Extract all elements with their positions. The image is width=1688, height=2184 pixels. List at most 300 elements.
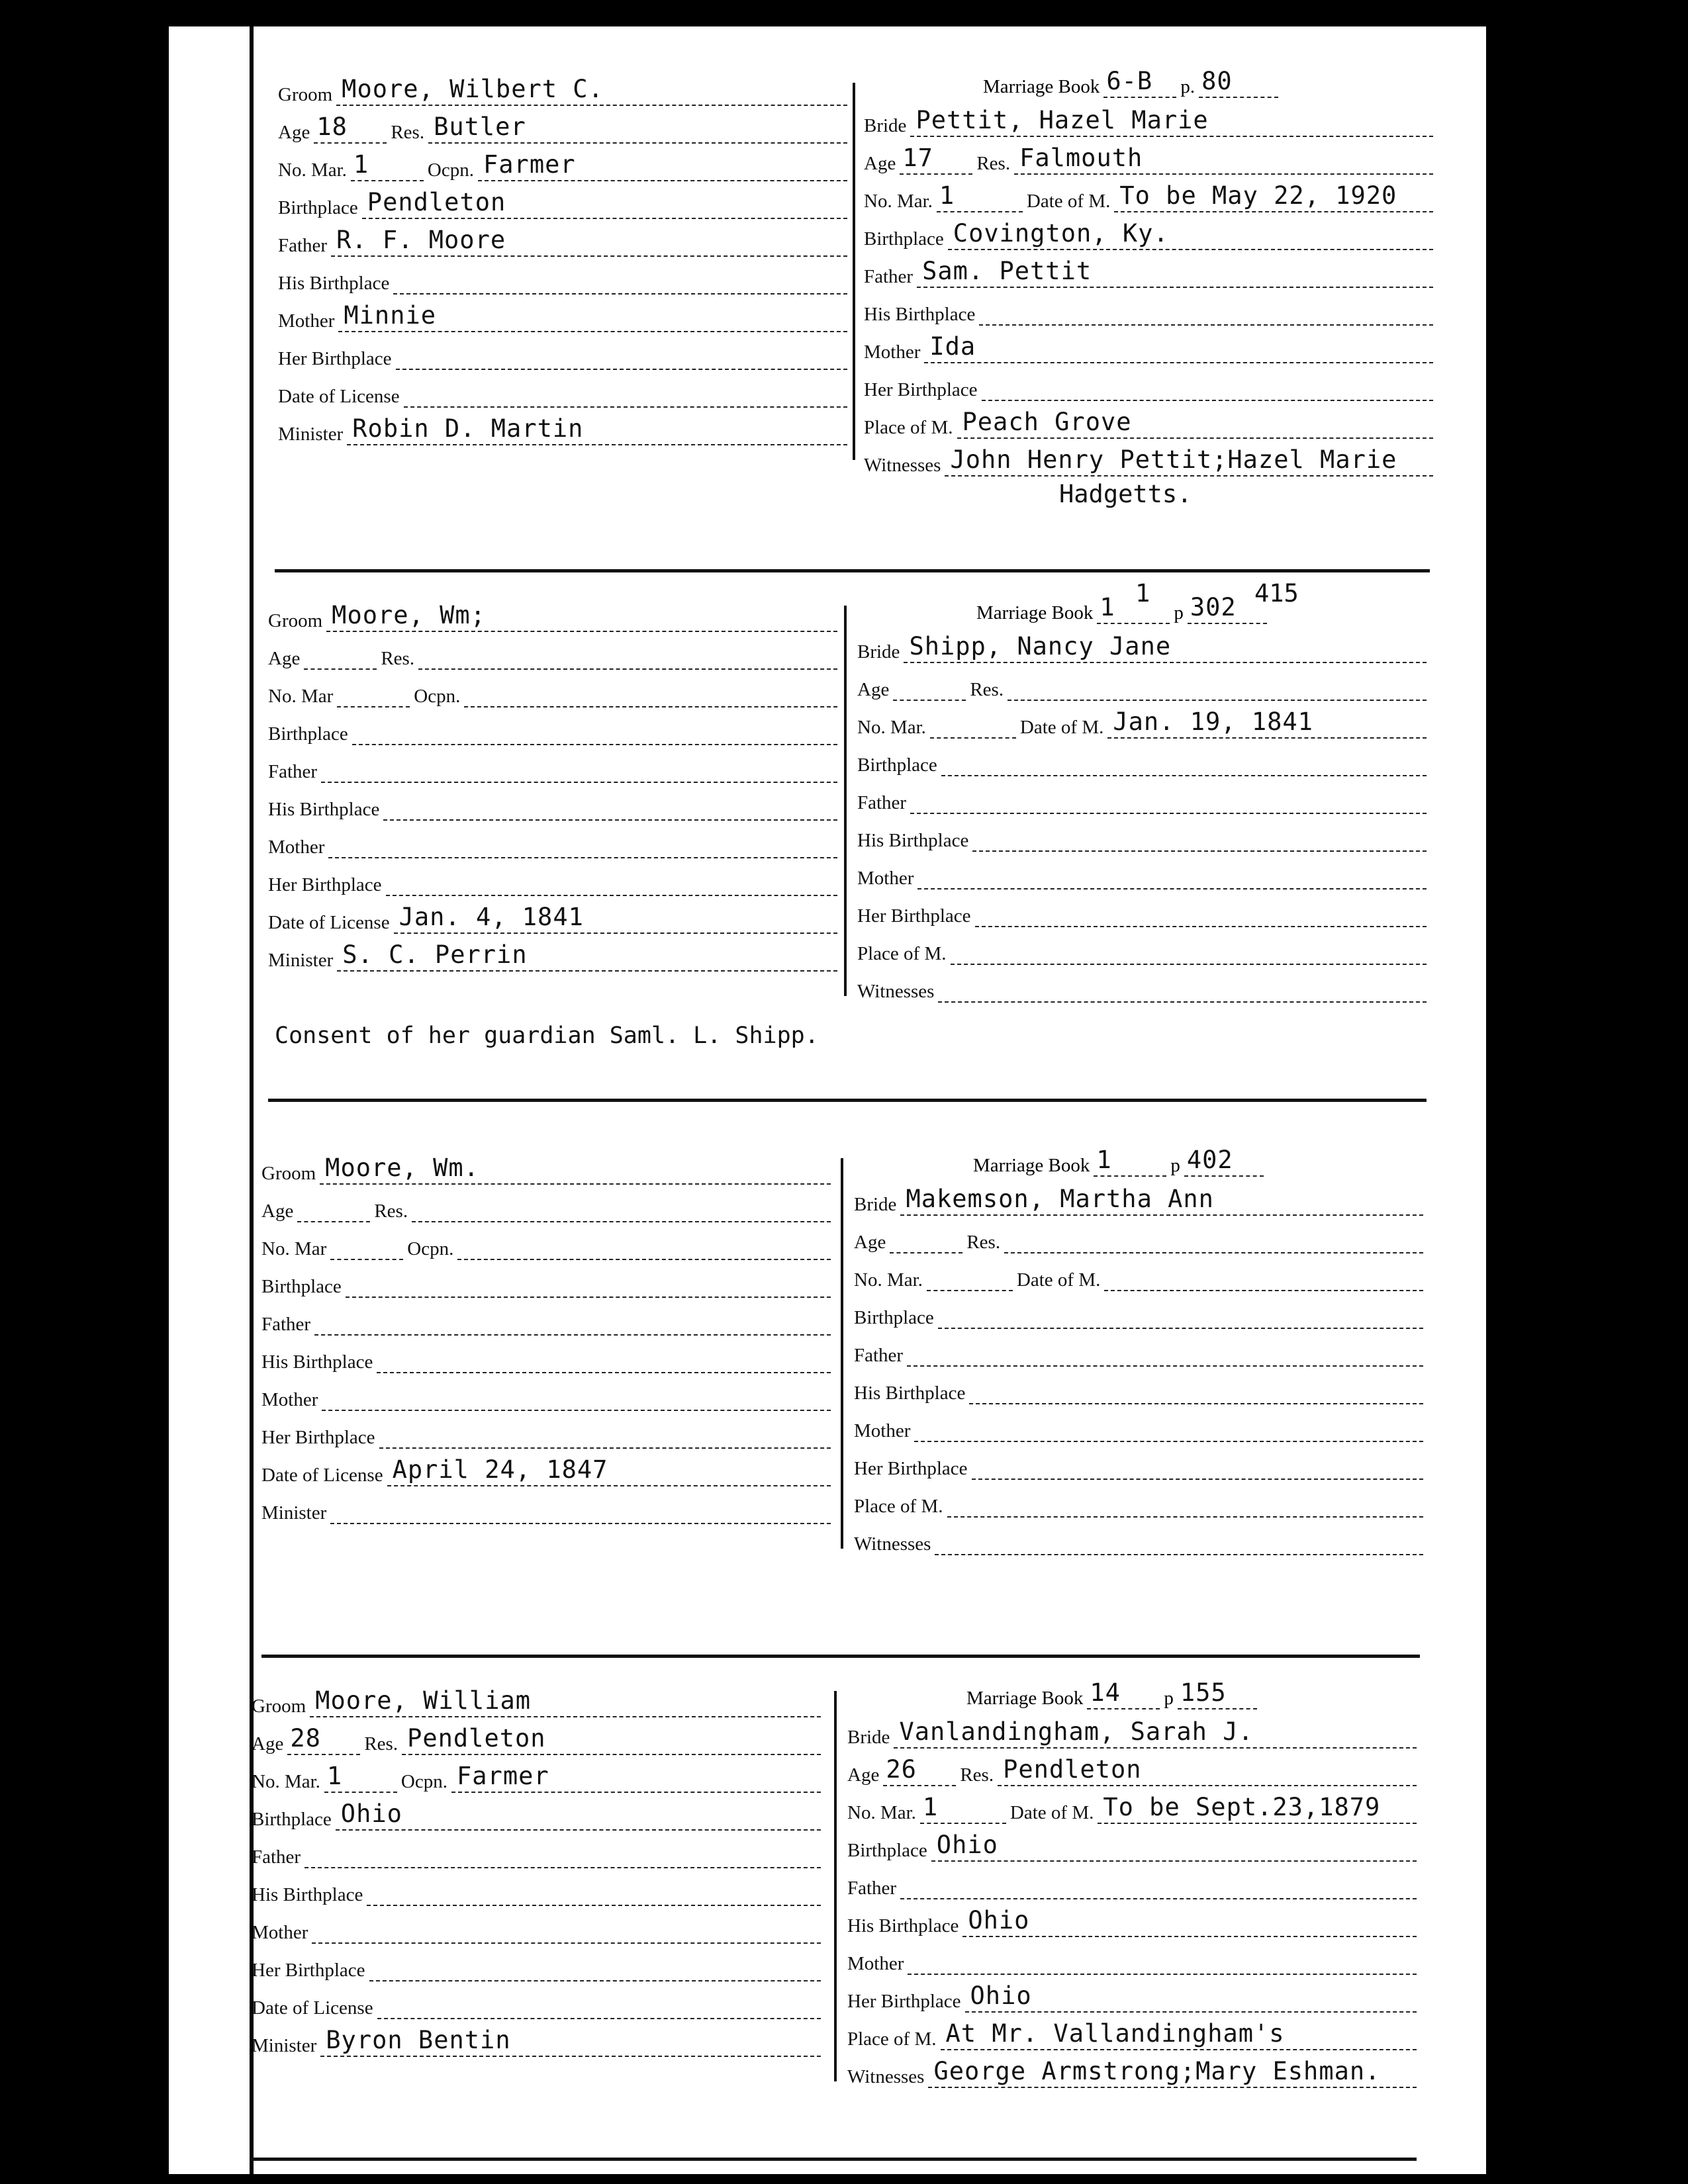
groom-field-label: Groom: [268, 610, 323, 631]
bride-field: [857, 632, 1427, 663]
minister-field: [278, 414, 847, 445]
date-of-license-field-line: [394, 903, 837, 934]
witnesses-field-line: [945, 445, 1433, 477]
minister-field-line: [330, 1498, 831, 1524]
bride-mother-field-label: Mother: [854, 1420, 911, 1441]
bride-nomar-date-field-label-2: Date of M.: [1019, 717, 1104, 738]
groom-his-birthplace-field-line: [367, 1880, 821, 1906]
witnesses-field-line: [928, 2057, 1417, 2088]
bride-nomar-date-field-label-1: No. Mar.: [854, 1269, 923, 1291]
bride-his-birthplace-field-line: [969, 1378, 1423, 1404]
groom-nomar-ocpn-field-label-2: Ocpn.: [407, 1238, 454, 1259]
groom-field-label: Groom: [252, 1696, 306, 1717]
minister-field-value: Robin D. Martin: [352, 414, 584, 443]
groom-field: [268, 601, 837, 632]
marriage-book-field: [973, 1146, 1268, 1177]
groom-father-field-label: Father: [261, 1314, 311, 1335]
groom-her-birthplace-field-label: Her Birthplace: [261, 1427, 375, 1448]
bride-age-res-field-label-1: Age: [854, 1232, 886, 1253]
groom-field: [278, 75, 847, 106]
date-of-license-field-label: Date of License: [278, 386, 400, 407]
bride-her-birthplace-field-label: Her Birthplace: [857, 905, 971, 927]
bride-age-res-field-value-2: Falmouth: [1019, 144, 1143, 172]
bride-father-field-label: Father: [847, 1878, 897, 1899]
groom-nomar-ocpn-field-label-1: No. Mar.: [252, 1771, 320, 1792]
groom-her-birthplace-field-label: Her Birthplace: [268, 874, 382, 895]
column-divider: [853, 83, 855, 460]
date-of-license-field-line: [377, 1993, 821, 2019]
marriage-book-value: 1: [1096, 1146, 1112, 1174]
bride-father-field-line: [900, 1873, 1417, 1899]
bride-age-res-field-label-2: Res.: [976, 153, 1011, 174]
groom-age-res-field-label-2: Res.: [374, 1201, 408, 1222]
bride-his-birthplace-field: [847, 1906, 1417, 1937]
bride-birthplace-field: [864, 219, 1433, 250]
bride-nomar-date-field-value-2: To be Sept.23,1879: [1103, 1793, 1381, 1821]
bride-age-res-field-label-2: Res.: [960, 1764, 994, 1786]
bride-age-res-field-value-1: 17: [902, 144, 933, 172]
bride-nomar-date-field-label-2: Date of M.: [1026, 191, 1111, 212]
groom-his-birthplace-field-label: His Birthplace: [278, 273, 390, 294]
bride-nomar-date-field-value-2: Jan. 19, 1841: [1113, 707, 1313, 736]
date-of-license-field-value: Jan. 4, 1841: [399, 903, 584, 931]
bride-field-value: Pettit, Hazel Marie: [915, 106, 1209, 134]
bride-mother-field-line: [917, 863, 1427, 889]
place-of-marriage-field-label: Place of M.: [854, 1496, 943, 1517]
bride-father-field-value: Sam. Pettit: [922, 257, 1092, 285]
bride-nomar-date-field-line-2: [1107, 707, 1427, 739]
bride-field: [854, 1185, 1423, 1216]
bride-age-res-field-label-1: Age: [857, 679, 890, 700]
bride-his-birthplace-field-line: [962, 1906, 1417, 1937]
minister-field-line: [320, 2026, 821, 2057]
groom-her-birthplace-field-line: [369, 1955, 821, 1981]
witnesses-field-line: [935, 1529, 1423, 1555]
minister-field: [268, 940, 837, 972]
bride-his-birthplace-field: [864, 299, 1433, 326]
bride-field-value: Vanlandingham, Sarah J.: [899, 1717, 1254, 1746]
bride-mother-field-label: Mother: [857, 868, 914, 889]
bride-nomar-date-field-line-1: [920, 1793, 1006, 1824]
groom-birthplace-field: [278, 188, 847, 219]
groom-birthplace-field-line: [362, 188, 847, 219]
bride-mother-field-label: Mother: [847, 1953, 904, 1974]
bride-nomar-date-field: [857, 707, 1427, 739]
record-separator: [261, 1655, 1420, 1658]
groom-father-field: [278, 226, 847, 257]
date-of-license-field: [252, 1993, 821, 2019]
groom-nomar-ocpn-field-label-2: Ocpn.: [414, 686, 461, 707]
groom-mother-field: [268, 832, 837, 858]
bride-age-res-field: [864, 144, 1433, 175]
bride-her-birthplace-field: [864, 375, 1433, 401]
groom-her-birthplace-field: [268, 870, 837, 896]
groom-birthplace-field: [261, 1271, 831, 1298]
groom-nomar-ocpn-field-line-1: [330, 1235, 403, 1260]
minister-field-label: Minister: [268, 950, 334, 971]
groom-field-label: Groom: [261, 1163, 316, 1184]
bride-age-res-field-line-1: [883, 1755, 956, 1786]
bride-nomar-date-field-value-1: 1: [922, 1793, 939, 1821]
place-of-marriage-field: [847, 2019, 1417, 2050]
date-of-license-field: [278, 381, 847, 408]
bride-field-value: Makemson, Martha Ann: [906, 1185, 1214, 1213]
bride-mother-field-line: [908, 1948, 1417, 1975]
groom-mother-field-value: Minnie: [344, 301, 437, 330]
marriage-book-label: Marriage Book: [966, 1688, 1084, 1709]
groom-birthplace-field-value: Pendleton: [367, 188, 506, 216]
groom-age-res-field-line-1: [287, 1724, 360, 1755]
groom-nomar-ocpn-field-line-2: [464, 681, 837, 707]
groom-birthplace-field: [252, 1799, 821, 1831]
record-separator: [275, 569, 1430, 572]
bride-nomar-date-field: [864, 181, 1433, 212]
bride-birthplace-field-value: Ohio: [936, 1831, 998, 1859]
groom-nomar-ocpn-field: [268, 681, 837, 707]
bride-field-label: Bride: [857, 641, 900, 662]
bride-nomar-date-field-value-2: To be May 22, 1920: [1119, 181, 1397, 210]
marriage-book-page-value: 302: [1190, 593, 1237, 621]
bride-her-birthplace-field-label: Her Birthplace: [847, 1991, 961, 2012]
bride-her-birthplace-field-line: [965, 1981, 1417, 2013]
date-of-license-field: [268, 903, 837, 934]
groom-age-res-field-value-2: Butler: [434, 113, 526, 141]
groom-age-res-field-line-2: [428, 113, 847, 144]
groom-mother-field-label: Mother: [261, 1389, 318, 1410]
bride-her-birthplace-field-label: Her Birthplace: [854, 1458, 968, 1479]
groom-birthplace-field-label: Birthplace: [268, 723, 348, 745]
groom-field: [261, 1154, 831, 1185]
bride-birthplace-field-label: Birthplace: [854, 1307, 934, 1328]
marriage-book-line: [1094, 1146, 1166, 1177]
witnesses-field-label: Witnesses: [864, 455, 941, 476]
groom-age-res-field: [252, 1724, 821, 1755]
groom-birthplace-field-line: [352, 719, 837, 745]
groom-mother-field: [252, 1917, 821, 1944]
bride-father-field-label: Father: [864, 266, 914, 287]
bride-birthplace-field-line: [941, 750, 1427, 776]
groom-field-line: [336, 75, 847, 106]
groom-father-field: [268, 756, 837, 783]
bride-nomar-date-field-line-2: [1098, 1793, 1417, 1824]
bride-birthplace-field-line: [931, 1831, 1417, 1862]
groom-age-res-field-line-1: [304, 645, 377, 670]
date-of-license-field: [261, 1455, 831, 1486]
groom-birthplace-field-label: Birthplace: [261, 1276, 342, 1297]
groom-field-value: Moore, Wilbert C.: [342, 75, 604, 103]
witnesses-field: [847, 2057, 1417, 2088]
bride-nomar-date-field: [847, 1793, 1417, 1824]
minister-field-line: [337, 940, 837, 972]
place-of-marriage-field-value: Peach Grove: [962, 408, 1132, 436]
place-of-marriage-field-line: [947, 1491, 1424, 1518]
bride-age-res-field-line-1: [900, 144, 972, 175]
bride-nomar-date-field-label-2: Date of M.: [1016, 1269, 1101, 1291]
groom-age-res-field-line-2: [412, 1196, 831, 1222]
minister-field-line: [347, 414, 847, 445]
bride-birthplace-field: [857, 750, 1427, 776]
groom-mother-field-line: [322, 1385, 831, 1411]
marriage-book-field: [966, 1678, 1261, 1709]
bride-nomar-date-field: [854, 1265, 1423, 1291]
groom-nomar-ocpn-field-label-2: Ocpn.: [427, 159, 474, 181]
witnesses-field: [857, 976, 1427, 1003]
marriage-book-page-line: [1199, 67, 1278, 98]
date-of-license-field-line: [387, 1455, 831, 1486]
marriage-book-label: Marriage Book: [973, 1155, 1090, 1176]
bride-age-res-field: [847, 1755, 1417, 1786]
groom-field-line: [326, 601, 837, 632]
minister-field-label: Minister: [252, 2035, 317, 2056]
bride-his-birthplace-field-label: His Birthplace: [847, 1915, 959, 1936]
groom-his-birthplace-field: [278, 268, 847, 295]
groom-nomar-ocpn-field: [252, 1762, 821, 1793]
groom-nomar-ocpn-field: [261, 1234, 831, 1260]
bride-field-line: [894, 1717, 1417, 1749]
bride-age-res-field-line-2: [998, 1755, 1417, 1786]
bride-her-birthplace-field-label: Her Birthplace: [864, 379, 978, 400]
bride-nomar-date-field-value-1: 1: [939, 181, 955, 210]
groom-age-res-field-line-1: [297, 1197, 370, 1222]
marriage-book-line: [1103, 67, 1176, 98]
groom-mother-field-line: [312, 1917, 821, 1944]
marriage-book-page-value: 80: [1201, 67, 1233, 95]
bride-field-line: [910, 106, 1433, 137]
bride-father-field: [857, 788, 1427, 814]
bride-her-birthplace-field: [854, 1453, 1423, 1480]
marriage-book-label: Marriage Book: [976, 602, 1094, 623]
column-divider: [844, 606, 847, 996]
bride-age-res-field-line-1: [890, 1228, 962, 1253]
bride-field: [864, 106, 1433, 137]
groom-mother-field: [278, 301, 847, 332]
bride-father-field: [854, 1340, 1423, 1367]
bride-age-res-field-label-1: Age: [864, 153, 896, 174]
groom-birthplace-field-line: [346, 1271, 831, 1298]
bride-field-value: Shipp, Nancy Jane: [909, 632, 1172, 660]
groom-birthplace-field: [268, 719, 837, 745]
marriage-book-page-label: p: [1170, 1155, 1180, 1176]
marriage-book-annotation: 1: [1135, 579, 1150, 608]
bride-his-birthplace-field-label: His Birthplace: [864, 304, 976, 325]
witnesses-field-value: John Henry Pettit;Hazel Marie: [950, 445, 1397, 474]
groom-father-field-value: R. F. Moore: [336, 226, 506, 254]
place-of-marriage-field: [864, 408, 1433, 439]
bride-her-birthplace-field-line: [982, 375, 1433, 401]
bride-field-label: Bride: [864, 115, 907, 136]
bride-mother-field: [857, 863, 1427, 889]
bride-mother-field-line: [924, 332, 1433, 363]
witnesses-field-label: Witnesses: [847, 2066, 925, 2087]
groom-nomar-ocpn-field-value-1: 1: [326, 1762, 343, 1790]
groom-father-field-label: Father: [268, 761, 318, 782]
bride-birthplace-field: [854, 1302, 1423, 1329]
date-of-license-field-label: Date of License: [252, 1997, 373, 2019]
groom-nomar-ocpn-field-value-2: Farmer: [483, 150, 576, 179]
bride-nomar-date-field-line-1: [930, 713, 1016, 739]
groom-nomar-ocpn-field-line-2: [457, 1234, 831, 1260]
minister-field: [252, 2026, 821, 2057]
bride-mother-field-line: [914, 1416, 1423, 1442]
groom-field: [252, 1686, 821, 1717]
groom-his-birthplace-field-label: His Birthplace: [261, 1351, 373, 1373]
bride-age-res-field-value-1: 26: [886, 1755, 917, 1784]
groom-father-field-label: Father: [278, 235, 328, 256]
bride-nomar-date-field-label-1: No. Mar.: [857, 717, 926, 738]
date-of-license-field-line: [404, 381, 847, 408]
groom-field-line: [320, 1154, 831, 1185]
place-of-marriage-field-line: [957, 408, 1434, 439]
place-of-marriage-field-label: Place of M.: [847, 2028, 937, 2050]
minister-field-value: Byron Bentin: [326, 2026, 511, 2054]
groom-nomar-ocpn-field-label-1: No. Mar: [261, 1238, 327, 1259]
marriage-book-value: 14: [1090, 1678, 1121, 1707]
groom-his-birthplace-field-label: His Birthplace: [268, 799, 380, 820]
groom-age-res-field-line-2: [402, 1724, 821, 1755]
groom-nomar-ocpn-field-line-1: [337, 682, 410, 707]
groom-nomar-ocpn-field-line-2: [478, 150, 847, 181]
minister-field-label: Minister: [278, 424, 344, 445]
groom-father-field-line: [331, 226, 847, 257]
groom-her-birthplace-field: [261, 1422, 831, 1449]
groom-her-birthplace-field: [252, 1955, 821, 1981]
marriage-page-annotation: 415: [1254, 579, 1299, 608]
groom-field-value: Moore, Wm;: [332, 601, 486, 629]
marriage-book-page-line: [1184, 1146, 1264, 1177]
bride-father-field-label: Father: [854, 1345, 904, 1366]
date-of-license-field-label: Date of License: [261, 1465, 383, 1486]
groom-mother-field: [261, 1385, 831, 1411]
bride-father-field-line: [917, 257, 1433, 288]
bride-mother-field: [864, 332, 1433, 363]
minister-field-label: Minister: [261, 1502, 327, 1524]
groom-nomar-ocpn-field-label-2: Ocpn.: [400, 1771, 447, 1792]
groom-his-birthplace-field: [261, 1347, 831, 1373]
bride-mother-field: [847, 1948, 1417, 1975]
groom-age-res-field-label-2: Res.: [364, 1733, 399, 1754]
bride-birthplace-field-line: [948, 219, 1433, 250]
bride-his-birthplace-field-line: [972, 825, 1427, 852]
groom-age-res-field: [261, 1196, 831, 1222]
witnesses-field: [864, 445, 1433, 477]
bride-nomar-date-field-line-2: [1114, 181, 1433, 212]
groom-age-res-field-label-1: Age: [268, 648, 301, 669]
groom-nomar-ocpn-field-label-1: No. Mar.: [278, 159, 347, 181]
bride-his-birthplace-field: [854, 1378, 1423, 1404]
place-of-marriage-field-value: At Mr. Vallandingham's: [945, 2019, 1285, 2048]
groom-birthplace-field-label: Birthplace: [278, 197, 358, 218]
bride-birthplace-field: [847, 1831, 1417, 1862]
groom-mother-field-line: [338, 301, 847, 332]
witnesses-field-label: Witnesses: [854, 1533, 931, 1555]
groom-field-value: Moore, William: [315, 1686, 532, 1715]
groom-nomar-ocpn-field-line-2: [451, 1762, 821, 1793]
groom-father-field-label: Father: [252, 1846, 301, 1868]
bride-birthplace-field-label: Birthplace: [857, 754, 937, 776]
groom-mother-field-label: Mother: [268, 837, 325, 858]
bride-her-birthplace-field: [847, 1981, 1417, 2013]
bride-father-field-line: [910, 788, 1427, 814]
marriage-book-label: Marriage Book: [983, 76, 1100, 97]
marriage-book-page-label: p: [1164, 1688, 1174, 1709]
groom-mother-field-label: Mother: [278, 310, 335, 332]
groom-nomar-ocpn-field-value-2: Farmer: [457, 1762, 549, 1790]
bride-her-birthplace-field-line: [975, 901, 1427, 927]
bride-his-birthplace-field-label: His Birthplace: [854, 1383, 966, 1404]
groom-his-birthplace-field: [252, 1880, 821, 1906]
bride-father-field: [847, 1873, 1417, 1899]
minister-field: [261, 1498, 831, 1524]
bride-his-birthplace-field-line: [979, 299, 1433, 326]
marriage-book-line: [1097, 593, 1170, 624]
bride-field: [847, 1717, 1417, 1749]
marriage-book-field: [976, 593, 1271, 624]
bride-age-res-field-line-2: [1008, 674, 1427, 701]
groom-age-res-field-value-1: 18: [316, 113, 348, 141]
bride-age-res-field-line-2: [1014, 144, 1433, 175]
witnesses-field-line: [938, 976, 1427, 1003]
column-divider: [841, 1158, 843, 1549]
bride-father-field-line: [907, 1340, 1423, 1367]
groom-nomar-ocpn-field: [278, 150, 847, 181]
bride-age-res-field-line-1: [893, 676, 966, 701]
bride-nomar-date-field-line-2: [1104, 1265, 1423, 1291]
groom-his-birthplace-field: [268, 794, 837, 821]
bride-his-birthplace-field: [857, 825, 1427, 852]
bride-her-birthplace-field-line: [972, 1453, 1423, 1480]
groom-father-field: [261, 1309, 831, 1336]
groom-nomar-ocpn-field-label-1: No. Mar: [268, 686, 334, 707]
groom-age-res-field: [278, 113, 847, 144]
groom-field-label: Groom: [278, 84, 333, 105]
date-of-license-field-value: April 24, 1847: [392, 1455, 608, 1484]
witnesses-field-value: George Armstrong;Mary Eshman.: [933, 2057, 1381, 2085]
groom-nomar-ocpn-field-value-1: 1: [353, 150, 369, 179]
witnesses-field: [854, 1529, 1423, 1555]
witnesses-field-label: Witnesses: [857, 981, 935, 1002]
bride-father-field-label: Father: [857, 792, 907, 813]
bride-field-line: [900, 1185, 1423, 1216]
minister-field-value: S. C. Perrin: [342, 940, 528, 969]
column-divider: [834, 1691, 837, 2081]
groom-age-res-field-label-2: Res.: [391, 122, 425, 143]
groom-mother-field-label: Mother: [252, 1922, 308, 1943]
bride-age-res-field: [854, 1227, 1423, 1253]
groom-birthplace-field-value: Ohio: [340, 1799, 402, 1828]
bride-mother-field-label: Mother: [864, 341, 921, 363]
marriage-book-page-value: 155: [1180, 1678, 1227, 1707]
groom-mother-field-line: [328, 832, 837, 858]
bride-field-label: Bride: [854, 1194, 897, 1215]
marriage-book-page-label: p: [1174, 602, 1184, 623]
groom-age-res-field-line-2: [418, 643, 837, 670]
bride-nomar-date-field-label-1: No. Mar.: [864, 191, 933, 212]
marriage-book-value: 6-B: [1106, 67, 1153, 95]
place-of-marriage-field: [857, 938, 1427, 965]
groom-field-line: [310, 1686, 821, 1717]
bride-age-res-field-label-2: Res.: [970, 679, 1004, 700]
groom-her-birthplace-field-line: [386, 870, 837, 896]
bride-age-res-field-label-2: Res.: [966, 1232, 1001, 1253]
marriage-book-page-line: [1178, 1678, 1257, 1709]
groom-age-res-field-value-1: 28: [290, 1724, 321, 1752]
bride-field-line: [904, 632, 1427, 663]
bride-age-res-field-line-2: [1004, 1227, 1423, 1253]
record-note: Consent of her guardian Saml. L. Shipp.: [275, 1023, 819, 1049]
bride-birthplace-field-label: Birthplace: [847, 1840, 927, 1861]
place-of-marriage-field-line: [941, 2019, 1417, 2050]
place-of-marriage-field: [854, 1491, 1423, 1518]
